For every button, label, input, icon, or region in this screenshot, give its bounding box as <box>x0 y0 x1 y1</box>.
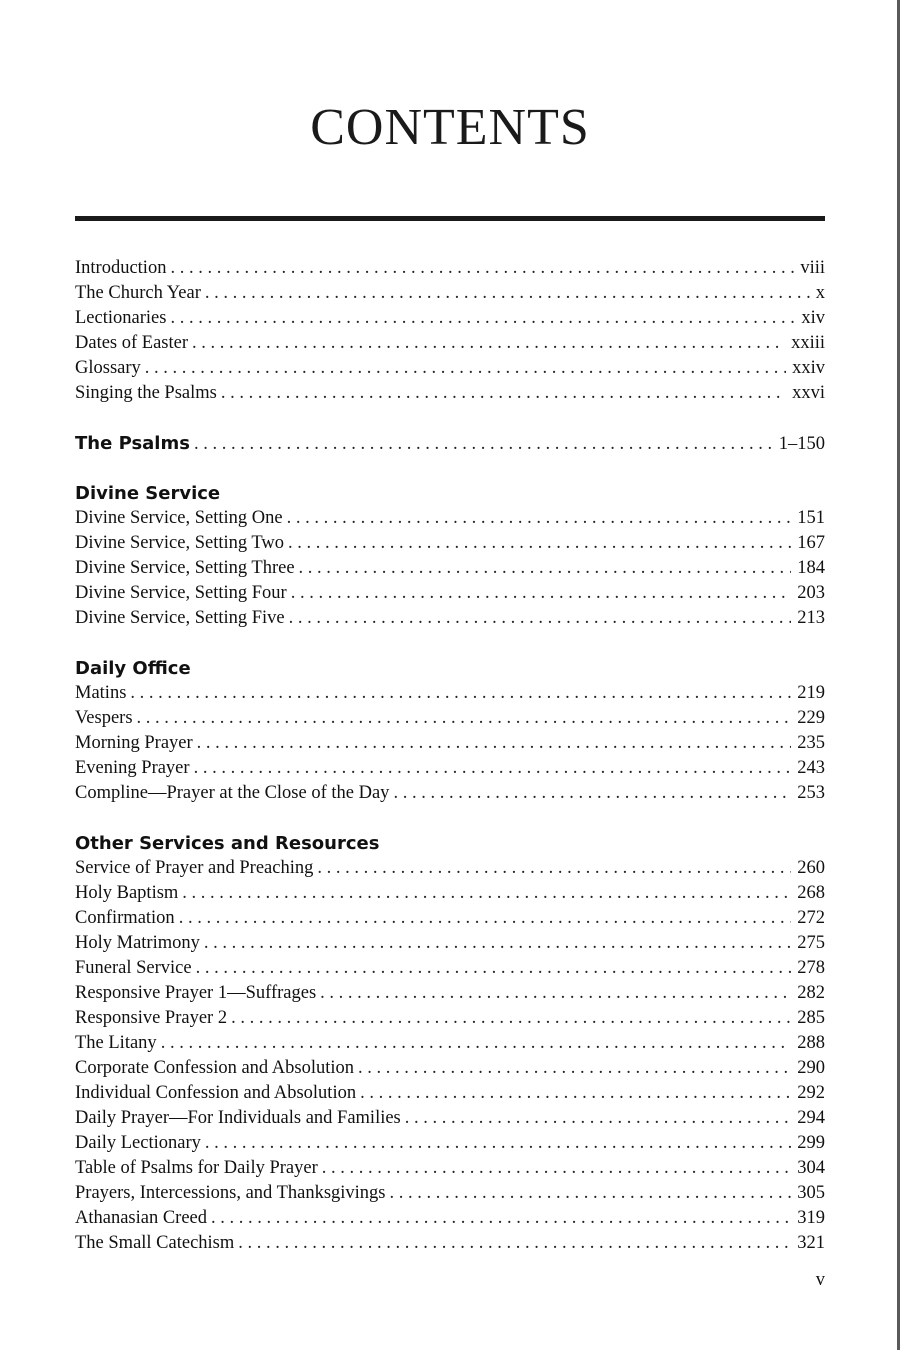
toc-entry-page: 151 <box>797 508 825 528</box>
spacer <box>75 631 825 656</box>
toc-entry-label: Glossary <box>75 358 141 378</box>
front-matter-list <box>75 256 825 406</box>
dot-leader <box>299 556 792 581</box>
section-other-services <box>75 831 825 1256</box>
toc-entry[interactable] <box>75 681 825 706</box>
dot-leader <box>211 1206 791 1231</box>
toc-entry-page: 235 <box>797 733 825 753</box>
toc-entry-label: Lectionaries <box>75 308 167 328</box>
dot-leader <box>182 881 791 906</box>
toc-entry-label: Divine Service, Setting Three <box>75 558 295 578</box>
toc-entry-label: The Small Catechism <box>75 1233 235 1253</box>
toc-entry[interactable] <box>75 1206 825 1231</box>
toc-entry-page: 272 <box>797 908 825 928</box>
toc-entry-page: xxiii <box>791 333 825 353</box>
dot-leader <box>291 581 792 606</box>
dot-leader <box>231 1006 791 1031</box>
toc-entry-label: Introduction <box>75 258 167 278</box>
dot-leader <box>170 306 795 331</box>
toc-entry-label: Dates of Easter <box>75 333 189 353</box>
dot-leader <box>289 606 792 631</box>
dot-leader <box>221 381 786 406</box>
dot-leader <box>192 331 785 356</box>
toc-entry-label: Matins <box>75 683 127 703</box>
toc-entry[interactable] <box>75 1106 825 1131</box>
section-daily-office <box>75 656 825 806</box>
toc-entry[interactable] <box>75 506 825 531</box>
toc-entry-page: 253 <box>797 783 825 803</box>
toc-entry[interactable] <box>75 331 825 356</box>
toc-entry[interactable] <box>75 531 825 556</box>
toc-entry[interactable] <box>75 906 825 931</box>
toc-entry[interactable] <box>75 1181 825 1206</box>
toc-entry[interactable] <box>75 256 825 281</box>
toc-entry-page: x <box>815 283 825 303</box>
toc-entry-page: 292 <box>797 1083 825 1103</box>
section-heading: Other Services and Resources <box>75 833 380 854</box>
toc-entry-page: 184 <box>797 558 825 578</box>
toc-entry-page: viii <box>800 258 825 278</box>
toc-entry[interactable] <box>75 931 825 956</box>
toc-entry-page: xiv <box>801 308 825 328</box>
toc-entry-label: Holy Baptism <box>75 883 179 903</box>
toc-entry-label: Morning Prayer <box>75 733 193 753</box>
dot-leader <box>238 1231 791 1256</box>
toc-entry-label: Responsive Prayer 1—Suffrages <box>75 983 317 1003</box>
toc-entry-label: Holy Matrimony <box>75 933 200 953</box>
toc-entry-label: Corporate Confession and Absolution <box>75 1058 355 1078</box>
toc-entry-page: 282 <box>797 983 825 1003</box>
toc-entry[interactable] <box>75 881 825 906</box>
toc-entry-label: Daily Prayer—For Individuals and Families <box>75 1108 401 1128</box>
dot-leader <box>390 1181 792 1206</box>
toc-entry-label: Table of Psalms for Daily Prayer <box>75 1158 318 1178</box>
spacer <box>75 456 825 481</box>
dot-leader <box>197 731 792 756</box>
toc-entry[interactable] <box>75 781 825 806</box>
toc-entry-page: 268 <box>797 883 825 903</box>
toc-entry-page: xxvi <box>792 383 825 403</box>
table-of-contents <box>75 256 825 1256</box>
toc-entry-page: 1–150 <box>778 434 825 454</box>
toc-entry-page: 319 <box>797 1208 825 1228</box>
dot-leader <box>317 856 791 881</box>
dot-leader <box>170 256 794 281</box>
toc-entry-page: 243 <box>797 758 825 778</box>
dot-leader <box>322 1156 792 1181</box>
toc-entry-page: 294 <box>797 1108 825 1128</box>
dot-leader <box>145 356 786 381</box>
toc-entry-page: 321 <box>797 1233 825 1253</box>
dot-leader <box>194 432 773 457</box>
toc-entry-page: xxiv <box>792 358 825 378</box>
section-heading: Divine Service <box>75 483 221 504</box>
toc-entry-psalms[interactable] <box>75 431 825 456</box>
toc-entry[interactable] <box>75 856 825 881</box>
toc-entry-label: The Psalms <box>75 433 190 454</box>
toc-entry[interactable] <box>75 756 825 781</box>
toc-entry-page: 275 <box>797 933 825 953</box>
toc-entry[interactable] <box>75 1031 825 1056</box>
toc-entry[interactable] <box>75 306 825 331</box>
toc-entry-page: 278 <box>797 958 825 978</box>
toc-entry-page: 305 <box>797 1183 825 1203</box>
spacer <box>75 806 825 831</box>
dot-leader <box>287 506 792 531</box>
toc-entry-label: Divine Service, Setting Two <box>75 533 285 553</box>
toc-entry-label: The Church Year <box>75 283 201 303</box>
dot-leader <box>161 1031 792 1056</box>
dot-leader <box>205 1131 791 1156</box>
toc-entry[interactable] <box>75 1081 825 1106</box>
dot-leader <box>204 931 791 956</box>
toc-entry-label: Compline—Prayer at the Close of the Day <box>75 783 390 803</box>
toc-entry-label: Singing the Psalms <box>75 383 217 403</box>
toc-entry[interactable] <box>75 706 825 731</box>
dot-leader <box>358 1056 791 1081</box>
toc-entry-page: 229 <box>797 708 825 728</box>
toc-entry-page: 219 <box>797 683 825 703</box>
section-heading: Daily Office <box>75 658 191 679</box>
toc-entry[interactable] <box>75 381 825 406</box>
toc-entry-page: 304 <box>797 1158 825 1178</box>
toc-entry-label: The Litany <box>75 1033 157 1053</box>
toc-entry-label: Responsive Prayer 2 <box>75 1008 228 1028</box>
toc-entry-page: 288 <box>797 1033 825 1053</box>
toc-entry[interactable] <box>75 1131 825 1156</box>
toc-entry-label: Daily Lectionary <box>75 1133 201 1153</box>
toc-entry-label: Prayers, Intercessions, and Thanksgivings <box>75 1183 386 1203</box>
section-divine-service <box>75 481 825 631</box>
toc-entry[interactable] <box>75 1006 825 1031</box>
toc-entry-label: Athanasian Creed <box>75 1208 208 1228</box>
dot-leader <box>393 781 791 806</box>
dot-leader <box>196 956 792 981</box>
dot-leader <box>405 1106 791 1131</box>
toc-entry[interactable] <box>75 731 825 756</box>
toc-entry-label: Evening Prayer <box>75 758 190 778</box>
dot-leader <box>288 531 791 556</box>
toc-entry[interactable] <box>75 1056 825 1081</box>
toc-entry-page: 285 <box>797 1008 825 1028</box>
toc-entry-label: Individual Confession and Absolution <box>75 1083 357 1103</box>
spacer <box>75 406 825 431</box>
dot-leader <box>137 706 792 731</box>
toc-entry-page: 203 <box>797 583 825 603</box>
dot-leader <box>205 281 810 306</box>
toc-entry-page: 290 <box>797 1058 825 1078</box>
toc-entry-label: Service of Prayer and Preaching <box>75 858 314 878</box>
toc-entry[interactable] <box>75 281 825 306</box>
toc-entry-label: Divine Service, Setting Four <box>75 583 287 603</box>
toc-entry-label: Confirmation <box>75 908 175 928</box>
toc-entry[interactable] <box>75 981 825 1006</box>
toc-entry-page: 260 <box>797 858 825 878</box>
toc-entry-page: 299 <box>797 1133 825 1153</box>
toc-entry-label: Vespers <box>75 708 133 728</box>
dot-leader <box>320 981 791 1006</box>
title-rule <box>75 216 825 221</box>
toc-entry-page: 167 <box>797 533 825 553</box>
toc-entry-label: Funeral Service <box>75 958 192 978</box>
toc-entry[interactable] <box>75 956 825 981</box>
toc-entry[interactable] <box>75 556 825 581</box>
dot-leader <box>179 906 792 931</box>
toc-entry[interactable] <box>75 1156 825 1181</box>
toc-entry[interactable] <box>75 1231 825 1256</box>
toc-entry-page: 213 <box>797 608 825 628</box>
dot-leader <box>194 756 792 781</box>
page-title: CONTENTS <box>310 99 590 156</box>
dot-leader <box>130 681 791 706</box>
toc-entry[interactable] <box>75 581 825 606</box>
toc-entry[interactable] <box>75 606 825 631</box>
dot-leader <box>360 1081 791 1106</box>
toc-entry-label: Divine Service, Setting One <box>75 508 283 528</box>
toc-entry-label: Divine Service, Setting Five <box>75 608 285 628</box>
page-number: v <box>815 1270 825 1290</box>
toc-entry[interactable] <box>75 356 825 381</box>
